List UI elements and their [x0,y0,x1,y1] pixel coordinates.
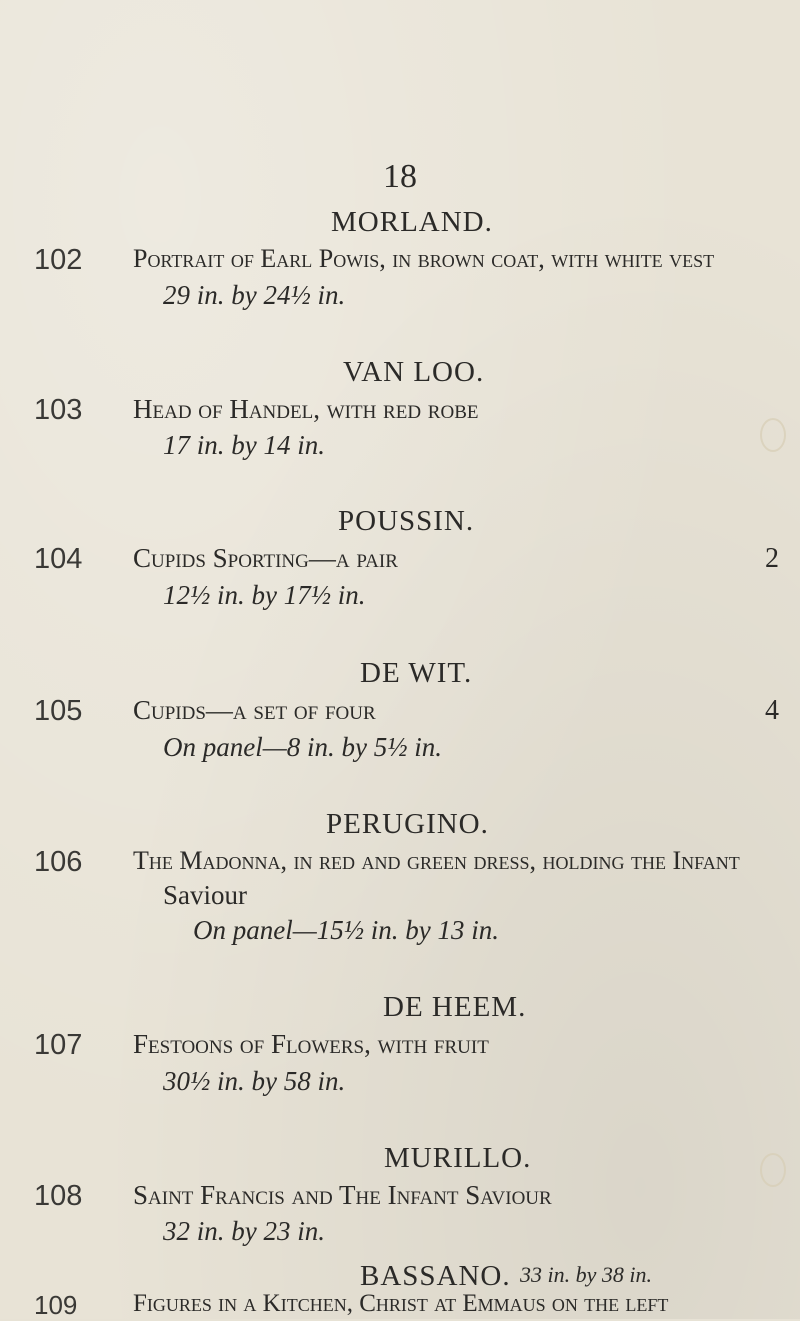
lot-quantity: 2 [765,543,779,574]
artist-heading: VAN LOO. [343,356,485,388]
lot-dimensions: 12½ in. by 17½ in. [163,580,366,610]
lot-quantity: 4 [765,695,779,726]
lot-title-continuation: Saviour [163,880,247,910]
artist-heading: DE HEEM. [383,991,527,1023]
lot-title: Head of Handel, with red robe [133,394,479,424]
artist-heading: PERUGINO. [326,808,489,840]
lot-dimensions: 32 in. by 23 in. [163,1216,325,1246]
lot-title: Figures in a Kitchen, Christ at Emmaus on the left [133,1290,669,1317]
artist-heading: POUSSIN. [338,505,475,537]
artist-heading: DE WIT. [360,657,473,689]
lot-number: 109 [34,1290,78,1320]
lot-number: 102 [34,244,83,276]
page-number: 18 [383,158,417,195]
lot-dimensions: 30½ in. by 58 in. [163,1066,346,1096]
artist-heading: MURILLO. [384,1142,532,1174]
lot-number: 108 [34,1180,83,1212]
lot-number: 103 [34,394,83,426]
lot-title: The Madonna, in red and green dress, holding the Infant [133,846,740,875]
lot-title: Cupids Sporting—a pair [133,543,398,573]
lot-dimensions: 33 in. by 38 in. [520,1262,652,1287]
artist-heading: MORLAND. [331,206,493,238]
lot-number: 106 [34,846,83,878]
lot-number: 105 [34,695,83,727]
lot-title: Festoons of Flowers, with fruit [133,1029,489,1059]
paper-stain [760,418,786,452]
lot-title: Saint Francis and The Infant Saviour [133,1180,552,1210]
artist-heading: BASSANO. [360,1260,511,1292]
lot-title: Portrait of Earl Powis, in brown coat, with white vest [133,244,715,273]
lot-dimensions: 17 in. by 14 in. [163,430,325,460]
lot-dimensions: On panel—8 in. by 5½ in. [163,732,442,762]
lot-number: 107 [34,1029,83,1061]
lot-number: 104 [34,543,83,575]
paper-stain [760,1153,786,1187]
lot-dimensions: On panel—15½ in. by 13 in. [193,915,499,945]
lot-title: Cupids—a set of four [133,695,376,725]
lot-dimensions: 29 in. by 24½ in. [163,280,346,310]
